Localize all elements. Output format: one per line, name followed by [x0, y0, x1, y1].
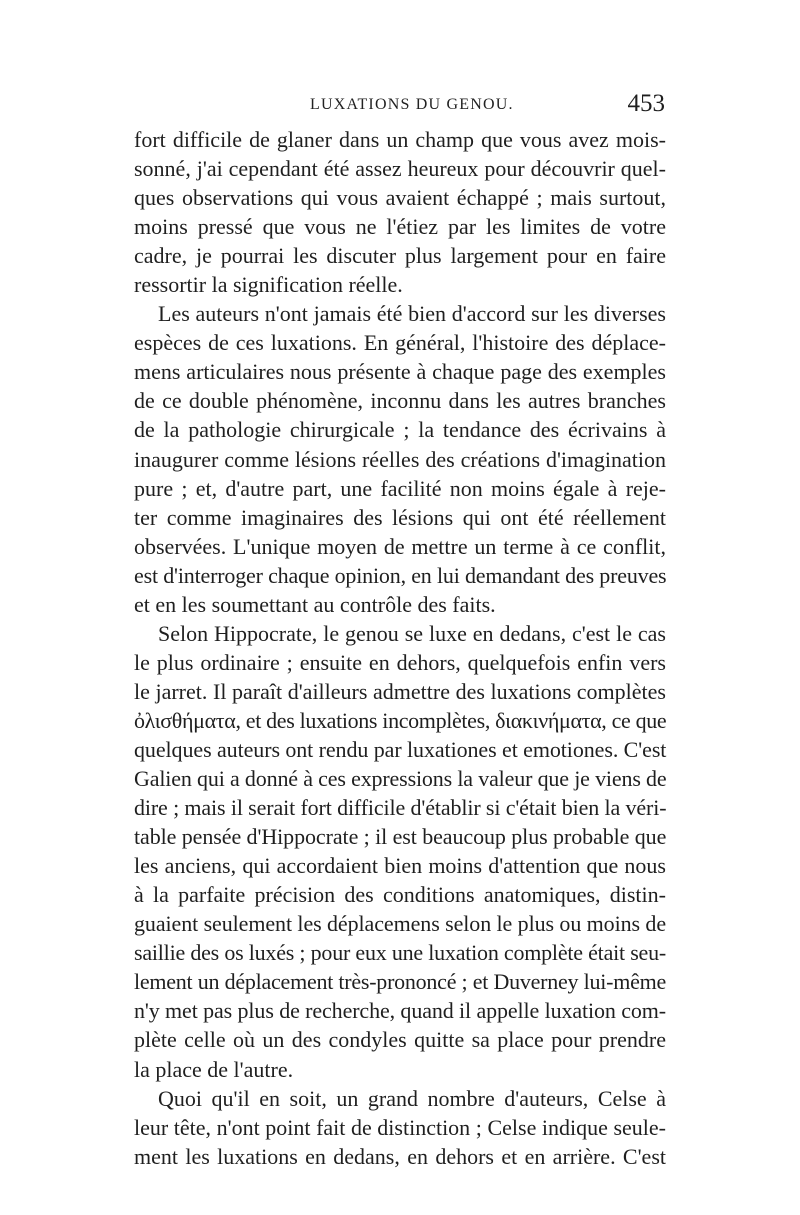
text-line: table pensée d'Hippocrate ; il est beaucoup plus probable que	[134, 824, 667, 850]
text-line: est d'interroger chaque opinion, en lui demandant des preuves	[134, 562, 667, 588]
text-line: et en les soumettant au contrôle des faits.	[134, 591, 496, 617]
text-line: ques observations qui vous avaient échappé ; mais surtout,	[134, 185, 666, 211]
text-line: moins pressé que vous ne l'étiez par les limites de votre	[134, 214, 666, 240]
text-line: inaugurer comme lésions réelles des créations d'imagination	[134, 446, 666, 472]
text-line: saillie des os luxés ; pour eux une luxation complète était seu-	[134, 940, 666, 966]
running-title: LUXATIONS DU GENOU.	[310, 96, 514, 113]
text-line: la place de l'autre.	[134, 1056, 294, 1082]
text-line: ter comme imaginaires des lésions qui ont été réellement	[134, 504, 666, 530]
text-line: guaient seulement les déplacemens selon le plus ou moins de	[134, 911, 667, 937]
text-line: dire ; mais il serait fort difficile d'établir si c'était bien la véri-	[134, 795, 667, 821]
text-line: le plus ordinaire ; ensuite en dehors, quelquefois enfin vers	[134, 649, 666, 675]
text-line: Selon Hippocrate, le genou se luxe en dedans, c'est le cas	[158, 620, 666, 646]
text-line: Les auteurs n'ont jamais été bien d'accord sur les diverses	[158, 301, 666, 327]
page-number: 453	[627, 90, 665, 117]
text-line: sonné, j'ai cependant été assez heureux pour découvrir quel-	[134, 156, 666, 182]
text-line: n'y met pas plus de recherche, quand il appelle luxation com-	[134, 998, 666, 1024]
text-line: le jarret. Il paraît d'ailleurs admettre des luxations complètes	[134, 678, 666, 704]
text-line: ὀλισθήματα, et des luxations incomplètes, διακινήματα, ce que	[134, 707, 667, 733]
text-line: observées. L'unique moyen de mettre un terme à ce conflit,	[134, 533, 666, 559]
text-line: de ce double phénomène, inconnu dans les autres branches	[134, 388, 666, 414]
text-line: cadre, je pourrai les discuter plus largement pour en faire	[134, 243, 666, 269]
text-line: lement un déplacement très-prononcé ; et Duverney lui-même	[134, 969, 666, 995]
text-line: Galien qui a donné à ces expressions la valeur que je viens de	[134, 766, 667, 792]
running-head	[135, 90, 665, 124]
text-line: de la pathologie chirurgicale ; la tendance des écrivains à	[134, 417, 666, 443]
text-line: ment les luxations en dedans, en dehors et en arrière. C'est	[134, 1143, 666, 1169]
text-line: fort difficile de glaner dans un champ que vous avez mois-	[134, 127, 666, 152]
text-line: pure ; et, d'autre part, une facilité non moins égale à reje-	[134, 475, 666, 501]
text-line: ressortir la signification réelle.	[134, 272, 403, 298]
body-text	[134, 125, 666, 1171]
text-line: à la parfaite précision des conditions anatomiques, distin-	[134, 882, 666, 908]
text-line: les anciens, qui accordaient bien moins d'attention que nous	[134, 853, 666, 879]
text-line: espèces de ces luxations. En général, l'histoire des déplace-	[134, 330, 666, 356]
text-line: mens articulaires nous présente à chaque page des exemples	[134, 359, 666, 385]
text-line: leur tête, n'ont point fait de distinction ; Celse indique seule-	[134, 1114, 666, 1140]
text-line: quelques auteurs ont rendu par luxationes et emotiones. C'est	[134, 736, 667, 762]
text-line: Quoi qu'il en soit, un grand nombre d'auteurs, Celse à	[158, 1085, 666, 1111]
text-line: plète celle où un des condyles quitte sa place pour prendre	[134, 1027, 666, 1053]
